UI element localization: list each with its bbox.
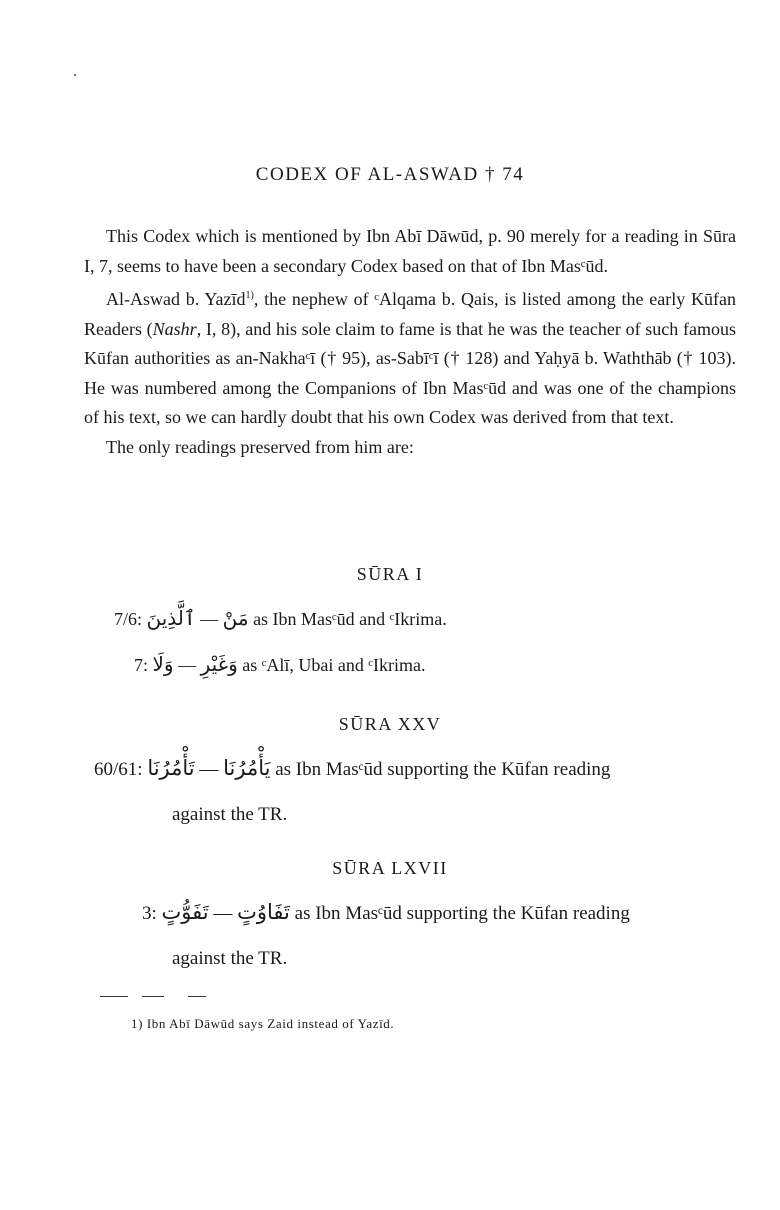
intro-paragraph: This Codex which is mentioned by Ibn Abī Dāwūd, p. 90 merely for a reading in Sūra I, 7, seems to have been a secondary Codex based on that of Ibn Masᶜūd.	[84, 226, 736, 276]
sura-25-heading: SŪRA XXV	[338, 714, 442, 734]
arabic-text: يَأْمُرُنَا	[223, 756, 271, 780]
arabic-variant: وَلَا	[152, 652, 174, 676]
readings-intro: The only readings preserved from him are:	[106, 436, 414, 457]
footnote-rule	[100, 996, 128, 997]
sura-1-heading: SŪRA I	[356, 564, 424, 584]
speck	[74, 74, 76, 76]
sura-67-heading: SŪRA LXVII	[332, 858, 448, 878]
arabic-text: تَفَاوُتٍ	[237, 900, 290, 924]
reading-sura67-1: 3: تَفَوُّتٍ — تَفَاوُتٍ as Ibn Masᶜūd supporting the Kūfan reading	[142, 900, 630, 924]
arabic-variant: تَأْمُرُنَا	[147, 756, 195, 780]
reading-sura25-1: 60/61: تَأْمُرُنَا — يَأْمُرُنَا as Ibn Masᶜūd supporting the Kūfan reading	[94, 756, 611, 780]
reading-sura25-cont: against the TR.	[172, 804, 288, 825]
arabic-text: وَغَيْرِ	[200, 652, 238, 676]
body-text	[84, 222, 736, 462]
nashr-italic: Nashr	[152, 318, 197, 339]
footnote: 1) Ibn Abī Dāwūd says Zaid instead of Yazīd.	[131, 1016, 395, 1031]
reading-sura67-cont: against the TR.	[172, 948, 288, 969]
footnote-rule	[142, 996, 164, 997]
reading-sura1-2: 7: وَلَا — وَغَيْرِ as ᶜAlī, Ubai and ᶜIkrima.	[134, 652, 426, 676]
footnote-rule	[188, 996, 206, 997]
bio-paragraph: Al-Aswad b. Yazīd$^{1)}$, the nephew of ᶜAlqama b. Qais, is listed among the early Kūfan Readers (Nashr, I, 8), and his sole claim to fame is that he was the teacher of such famous Kūfan authorities as an-Nakhaᶜī († 95), as-Sabīᶜī († 128) and Yaḥyā b. Waththāb († 103). He was numbered among the Companions of Ibn Masᶜūd and was one of the champions of his text, so we can hardly doubt that his own Codex was derived from that text.	[84, 289, 737, 427]
arabic-variant: تَفَوُّتٍ	[161, 900, 209, 924]
arabic-variant: ٱلَّذِينَ	[146, 606, 196, 630]
reading-sura1-1: 7/6: ٱلَّذِينَ — مَنْ as Ibn Masᶜūd and ᶜIkrima.	[114, 606, 447, 630]
arabic-text: مَنْ	[222, 606, 249, 630]
footnote-marker: 1)	[245, 290, 254, 301]
page-title: CODEX OF AL-ASWAD † 74	[255, 164, 525, 185]
